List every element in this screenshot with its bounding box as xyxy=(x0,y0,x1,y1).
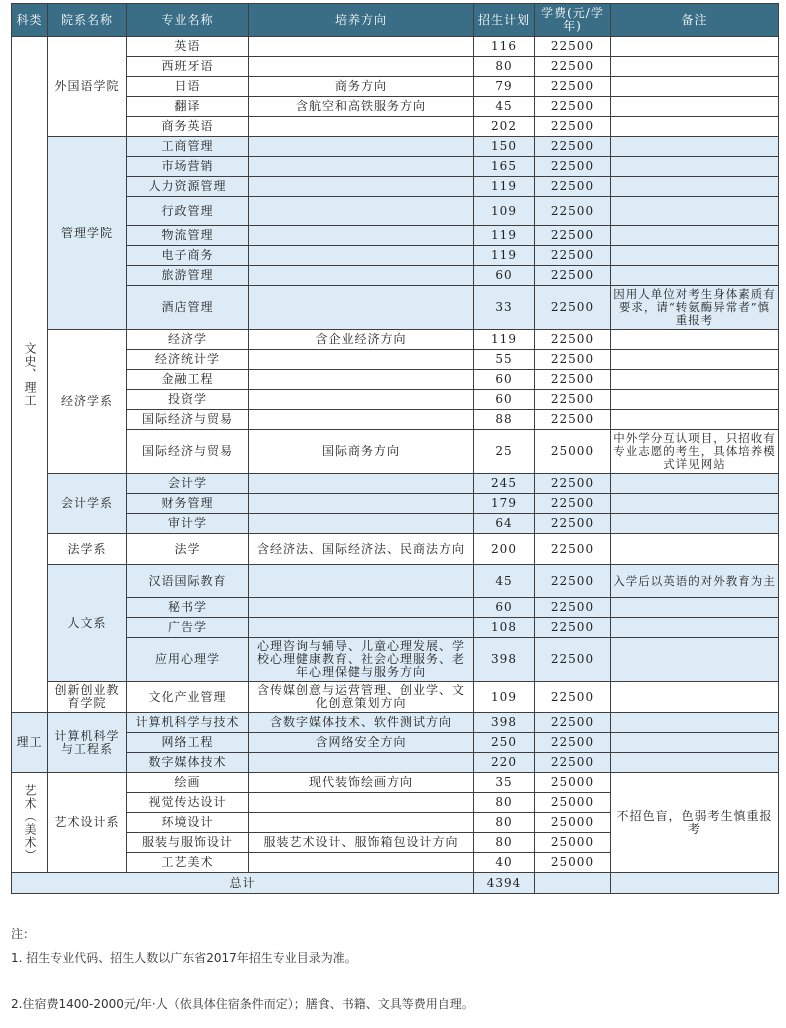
remark: 入学后以英语的对外教育为主 xyxy=(611,565,779,598)
table-row xyxy=(12,137,779,157)
remark xyxy=(611,226,779,246)
table-row xyxy=(12,57,779,77)
remark xyxy=(611,157,779,177)
training-direction xyxy=(249,494,474,514)
enrollment-plan: 109 xyxy=(474,197,535,226)
enrollment-plan: 119 xyxy=(474,246,535,266)
training-direction xyxy=(249,410,474,430)
training-direction xyxy=(249,117,474,137)
header-plan: 招生计划 xyxy=(474,4,535,37)
enrollment-plan: 80 xyxy=(474,793,535,813)
tuition-fee: 22500 xyxy=(535,514,611,534)
major-name: 经济统计学 xyxy=(127,350,249,370)
header-department: 院系名称 xyxy=(48,4,127,37)
remark: 中外学分互认项目，只招收有专业志愿的考生，具体培养模式详见网站 xyxy=(611,430,779,474)
tuition-fee: 25000 xyxy=(535,813,611,833)
enrollment-plan: 45 xyxy=(474,97,535,117)
remark xyxy=(611,137,779,157)
major-name: 国际经济与贸易 xyxy=(127,410,249,430)
remark xyxy=(611,370,779,390)
table-row xyxy=(12,638,779,682)
tuition-fee: 22500 xyxy=(535,97,611,117)
enrollment-plan: 398 xyxy=(474,638,535,682)
table-row xyxy=(12,773,779,793)
table-row xyxy=(12,565,779,598)
major-name: 经济学 xyxy=(127,330,249,350)
major-name: 英语 xyxy=(127,37,249,57)
major-name: 国际经济与贸易 xyxy=(127,430,249,474)
economics-dept: 经济学系 xyxy=(48,330,127,474)
training-direction: 含传媒创意与运营管理、创业学、文化创意策划方向 xyxy=(249,682,474,713)
table-row xyxy=(12,682,779,713)
table-row xyxy=(12,733,779,753)
training-direction xyxy=(249,350,474,370)
table-row xyxy=(12,753,779,773)
header-direction: 培养方向 xyxy=(249,4,474,37)
training-direction: 含网络安全方向 xyxy=(249,733,474,753)
major-name: 工艺美术 xyxy=(127,853,249,873)
table-row xyxy=(12,77,779,97)
category-wenshi-ligong: 文史、理工 xyxy=(12,37,48,713)
enrollment-plan: 179 xyxy=(474,494,535,514)
tuition-fee: 22500 xyxy=(535,390,611,410)
training-direction xyxy=(249,370,474,390)
major-name: 电子商务 xyxy=(127,246,249,266)
remark xyxy=(611,77,779,97)
enrollment-plan: 109 xyxy=(474,682,535,713)
table-row xyxy=(12,494,779,514)
remark xyxy=(611,514,779,534)
tuition-fee: 22500 xyxy=(535,37,611,57)
training-direction: 心理咨询与辅导、儿童心理发展、学校心理健康教育、社会心理服务、老年心理保健与服务方向 xyxy=(249,638,474,682)
enrollment-plan: 64 xyxy=(474,514,535,534)
table-row xyxy=(12,37,779,57)
training-direction xyxy=(249,753,474,773)
tuition-fee: 22500 xyxy=(535,753,611,773)
enrollment-plan: 119 xyxy=(474,330,535,350)
remark: 因用人单位对考生身体素质有要求，请“转氨酶异常者”慎重报考 xyxy=(611,286,779,330)
tuition-fee: 25000 xyxy=(535,430,611,474)
major-name: 西班牙语 xyxy=(127,57,249,77)
enrollment-plan: 150 xyxy=(474,137,535,157)
enrollment-plan: 40 xyxy=(474,853,535,873)
tuition-fee: 22500 xyxy=(535,77,611,97)
training-direction: 含经济法、国际经济法、民商法方向 xyxy=(249,534,474,565)
enrollment-plan: 60 xyxy=(474,390,535,410)
enrollment-plan: 55 xyxy=(474,350,535,370)
remark xyxy=(611,410,779,430)
major-name: 视觉传达设计 xyxy=(127,793,249,813)
total-fee xyxy=(535,873,611,894)
major-name: 财务管理 xyxy=(127,494,249,514)
humanities-dept: 人文系 xyxy=(48,565,127,682)
total-label: 总计 xyxy=(12,873,474,894)
major-name: 计算机科学与技术 xyxy=(127,713,249,733)
tuition-fee: 22500 xyxy=(535,494,611,514)
tuition-fee: 22500 xyxy=(535,157,611,177)
enrollment-plan: 33 xyxy=(474,286,535,330)
table-row xyxy=(12,177,779,197)
major-name: 物流管理 xyxy=(127,226,249,246)
enrollment-plan: 80 xyxy=(474,833,535,853)
total-plan: 4394 xyxy=(474,873,535,894)
table-row xyxy=(12,713,779,733)
training-direction xyxy=(249,57,474,77)
table-row xyxy=(12,430,779,474)
table-row xyxy=(12,598,779,618)
training-direction xyxy=(249,137,474,157)
tuition-fee: 22500 xyxy=(535,330,611,350)
table-row xyxy=(12,286,779,330)
training-direction xyxy=(249,514,474,534)
accounting-dept: 会计学系 xyxy=(48,474,127,534)
table-row xyxy=(12,117,779,137)
enrollment-plan: 200 xyxy=(474,534,535,565)
remark xyxy=(611,117,779,137)
remark xyxy=(611,733,779,753)
law-dept: 法学系 xyxy=(48,534,127,565)
table-row xyxy=(12,330,779,350)
remark xyxy=(611,494,779,514)
enrollment-plan: 245 xyxy=(474,474,535,494)
tuition-fee: 22500 xyxy=(535,226,611,246)
training-direction: 现代装饰绘画方向 xyxy=(249,773,474,793)
enrollment-plan: 45 xyxy=(474,565,535,598)
table-row xyxy=(12,410,779,430)
enrollment-plan: 35 xyxy=(474,773,535,793)
remark xyxy=(611,350,779,370)
major-name: 投资学 xyxy=(127,390,249,410)
remark xyxy=(611,638,779,682)
table-row xyxy=(12,370,779,390)
training-direction: 国际商务方向 xyxy=(249,430,474,474)
tuition-fee: 22500 xyxy=(535,370,611,390)
computer-dept: 计算机科学与工程系 xyxy=(48,713,127,773)
enrollment-plan: 60 xyxy=(474,598,535,618)
tuition-fee: 22500 xyxy=(535,534,611,565)
major-name: 市场营销 xyxy=(127,157,249,177)
tuition-fee: 22500 xyxy=(535,682,611,713)
enrollment-plan: 119 xyxy=(474,177,535,197)
major-name: 旅游管理 xyxy=(127,266,249,286)
note-line-1: 1. 招生专业代码、招生人数以广东省2017年招生专业目录为准。 xyxy=(11,951,357,965)
major-name: 审计学 xyxy=(127,514,249,534)
major-name: 酒店管理 xyxy=(127,286,249,330)
training-direction: 含航空和高铁服务方向 xyxy=(249,97,474,117)
remark xyxy=(611,266,779,286)
remark xyxy=(611,682,779,713)
training-direction xyxy=(249,853,474,873)
table-row xyxy=(12,514,779,534)
enrollment-plan: 88 xyxy=(474,410,535,430)
foreign-school: 外国语学院 xyxy=(48,37,127,137)
training-direction xyxy=(249,266,474,286)
enrollment-plan: 79 xyxy=(474,77,535,97)
header-remark: 备注 xyxy=(611,4,779,37)
art-design-dept: 艺术设计系 xyxy=(48,773,127,873)
major-name: 文化产业管理 xyxy=(127,682,249,713)
training-direction xyxy=(249,390,474,410)
tuition-fee: 22500 xyxy=(535,57,611,77)
remark xyxy=(611,474,779,494)
major-name: 环境设计 xyxy=(127,813,249,833)
remark xyxy=(611,37,779,57)
training-direction: 含企业经济方向 xyxy=(249,330,474,350)
table-row xyxy=(12,226,779,246)
header-category: 科类 xyxy=(12,4,48,37)
major-name: 秘书学 xyxy=(127,598,249,618)
major-name: 行政管理 xyxy=(127,197,249,226)
table-row xyxy=(12,534,779,565)
major-name: 工商管理 xyxy=(127,137,249,157)
remark xyxy=(611,534,779,565)
tuition-fee: 22500 xyxy=(535,474,611,494)
total-row xyxy=(12,873,779,894)
remark xyxy=(611,753,779,773)
remark xyxy=(611,97,779,117)
training-direction xyxy=(249,197,474,226)
tuition-fee: 25000 xyxy=(535,833,611,853)
major-name: 翻译 xyxy=(127,97,249,117)
enrollment-plan: 80 xyxy=(474,57,535,77)
training-direction: 商务方向 xyxy=(249,77,474,97)
admission-plan-table xyxy=(11,3,779,894)
training-direction xyxy=(249,246,474,266)
enrollment-plan: 60 xyxy=(474,266,535,286)
tuition-fee: 22500 xyxy=(535,618,611,638)
header-major: 专业名称 xyxy=(127,4,249,37)
enrollment-plan: 165 xyxy=(474,157,535,177)
major-name: 商务英语 xyxy=(127,117,249,137)
major-name: 日语 xyxy=(127,77,249,97)
enrollment-plan: 220 xyxy=(474,753,535,773)
tuition-fee: 22500 xyxy=(535,733,611,753)
tuition-fee: 22500 xyxy=(535,713,611,733)
category-art: 艺术（美术） xyxy=(12,773,48,873)
tuition-fee: 25000 xyxy=(535,853,611,873)
remark xyxy=(611,197,779,226)
major-name: 人力资源管理 xyxy=(127,177,249,197)
notes-title: 注： xyxy=(11,927,36,941)
training-direction xyxy=(249,286,474,330)
enrollment-plan: 80 xyxy=(474,813,535,833)
tuition-fee: 22500 xyxy=(535,177,611,197)
tuition-fee: 22500 xyxy=(535,350,611,370)
major-name: 应用心理学 xyxy=(127,638,249,682)
total-remark xyxy=(611,873,779,894)
major-name: 法学 xyxy=(127,534,249,565)
major-name: 汉语国际教育 xyxy=(127,565,249,598)
tuition-fee: 22500 xyxy=(535,410,611,430)
training-direction xyxy=(249,177,474,197)
tuition-fee: 22500 xyxy=(535,117,611,137)
training-direction xyxy=(249,598,474,618)
table-row xyxy=(12,97,779,117)
enrollment-plan: 108 xyxy=(474,618,535,638)
remark xyxy=(611,713,779,733)
training-direction xyxy=(249,157,474,177)
tuition-fee: 22500 xyxy=(535,638,611,682)
table-header-row xyxy=(12,4,779,37)
tuition-fee: 22500 xyxy=(535,565,611,598)
tuition-fee: 22500 xyxy=(535,286,611,330)
table-row xyxy=(12,197,779,226)
major-name: 金融工程 xyxy=(127,370,249,390)
training-direction: 含数字媒体技术、软件测试方向 xyxy=(249,713,474,733)
major-name: 网络工程 xyxy=(127,733,249,753)
category-ligong: 理工 xyxy=(12,713,48,773)
enrollment-plan: 202 xyxy=(474,117,535,137)
remark xyxy=(611,618,779,638)
training-direction xyxy=(249,226,474,246)
art-remark: 不招色盲，色弱考生慎重报考 xyxy=(611,773,779,873)
notes-section xyxy=(11,926,771,1012)
training-direction xyxy=(249,793,474,813)
table-row xyxy=(12,157,779,177)
enrollment-plan: 60 xyxy=(474,370,535,390)
enrollment-plan: 116 xyxy=(474,37,535,57)
enrollment-plan: 398 xyxy=(474,713,535,733)
tuition-fee: 25000 xyxy=(535,773,611,793)
enrollment-plan: 250 xyxy=(474,733,535,753)
major-name: 会计学 xyxy=(127,474,249,494)
management-school: 管理学院 xyxy=(48,137,127,330)
remark xyxy=(611,390,779,410)
training-direction: 服装艺术设计、服饰箱包设计方向 xyxy=(249,833,474,853)
remark xyxy=(611,246,779,266)
training-direction xyxy=(249,813,474,833)
table-row xyxy=(12,246,779,266)
training-direction xyxy=(249,474,474,494)
training-direction xyxy=(249,37,474,57)
major-name: 数字媒体技术 xyxy=(127,753,249,773)
remark xyxy=(611,177,779,197)
table-row xyxy=(12,350,779,370)
training-direction xyxy=(249,565,474,598)
remark xyxy=(611,330,779,350)
tuition-fee: 22500 xyxy=(535,598,611,618)
innovation-school: 创新创业教育学院 xyxy=(48,682,127,713)
table-row xyxy=(12,266,779,286)
header-fee: 学费(元/学年) xyxy=(535,4,611,37)
table-row xyxy=(12,618,779,638)
remark xyxy=(611,598,779,618)
table-row xyxy=(12,390,779,410)
note-line-2: 2.住宿费1400-2000元/年·人（依具体住宿条件而定）；膳食、书籍、文具等费用自理。 xyxy=(11,997,474,1011)
table-row xyxy=(12,474,779,494)
tuition-fee: 22500 xyxy=(535,137,611,157)
major-name: 广告学 xyxy=(127,618,249,638)
tuition-fee: 22500 xyxy=(535,197,611,226)
enrollment-plan: 25 xyxy=(474,430,535,474)
training-direction xyxy=(249,618,474,638)
tuition-fee: 22500 xyxy=(535,266,611,286)
remark xyxy=(611,57,779,77)
tuition-fee: 25000 xyxy=(535,793,611,813)
tuition-fee: 22500 xyxy=(535,246,611,266)
enrollment-plan: 119 xyxy=(474,226,535,246)
major-name: 服装与服饰设计 xyxy=(127,833,249,853)
major-name: 绘画 xyxy=(127,773,249,793)
